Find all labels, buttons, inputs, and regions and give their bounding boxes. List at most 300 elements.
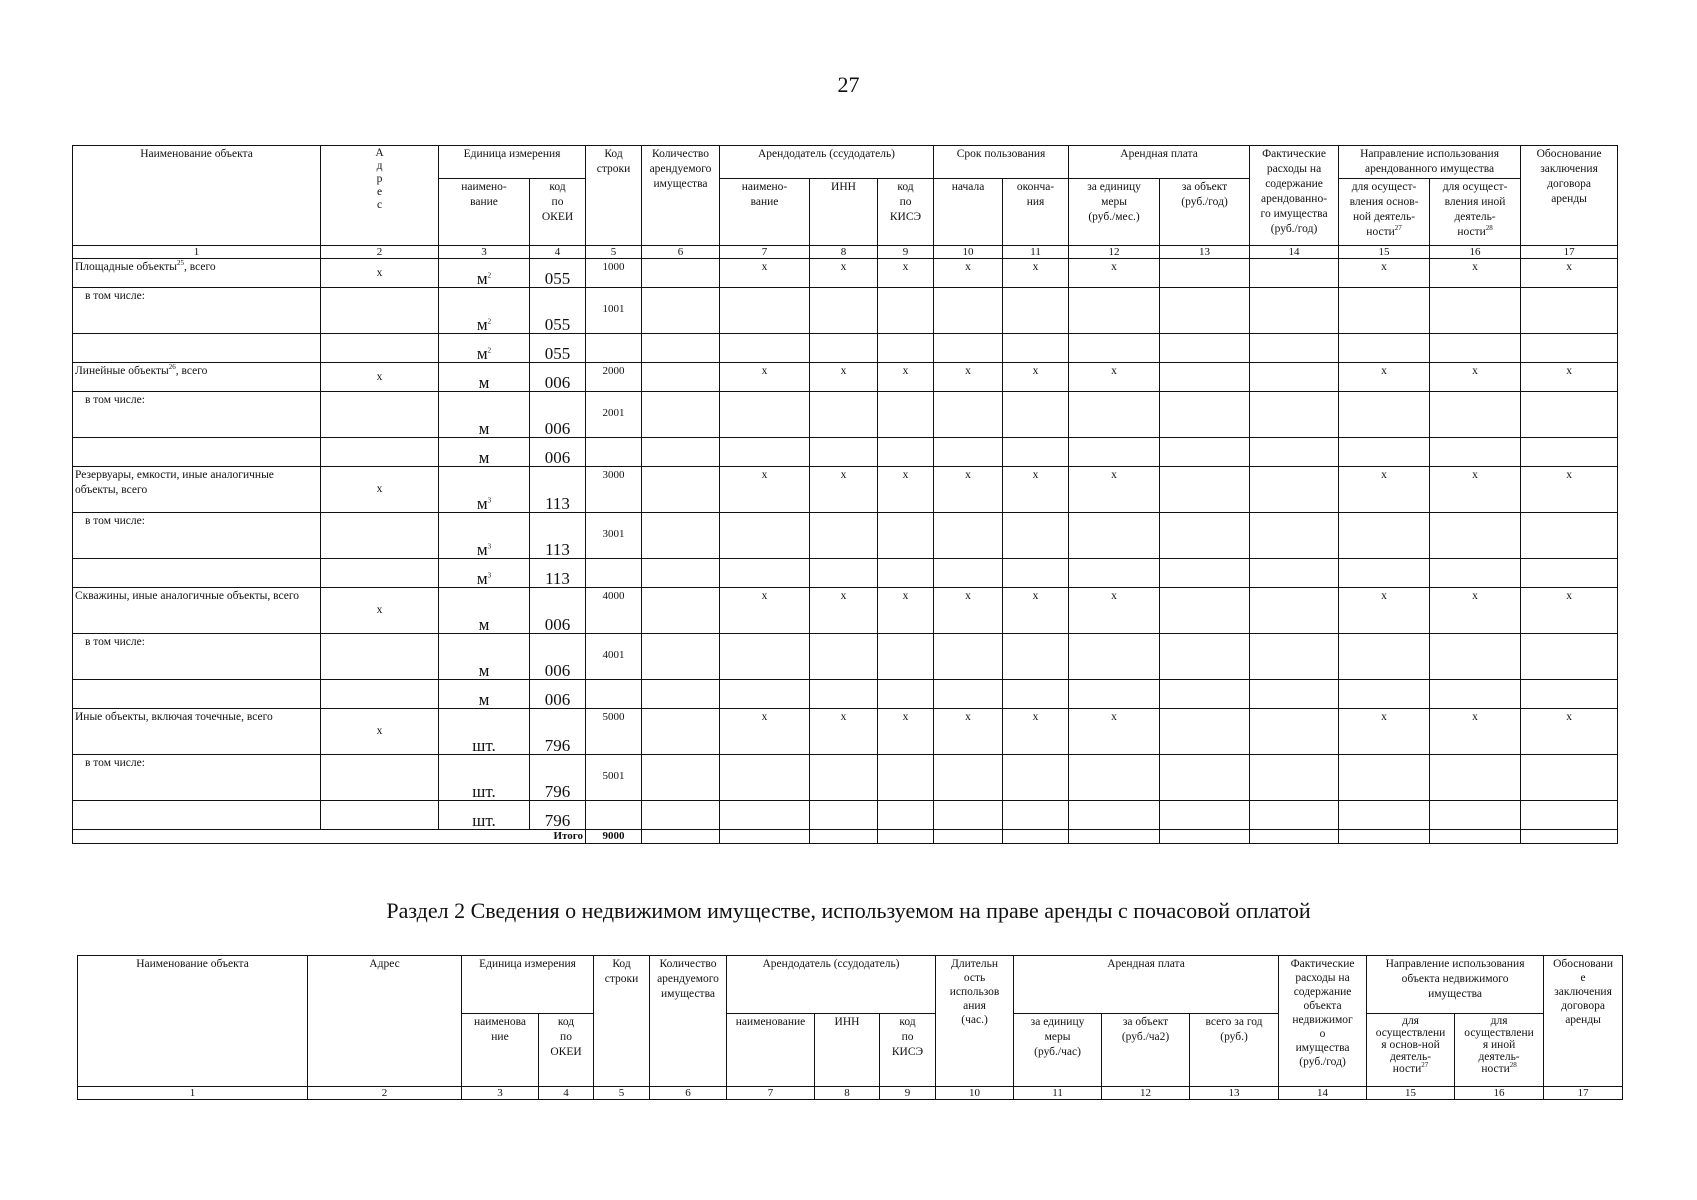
empty-cell — [810, 438, 878, 467]
column-number: 8 — [815, 1087, 880, 1100]
column-number: 3 — [462, 1087, 539, 1100]
x-mark: х — [720, 588, 810, 634]
empty-cell — [321, 634, 439, 680]
column-number: 10 — [936, 1087, 1014, 1100]
empty-cell — [934, 288, 1003, 334]
column-number: 14 — [1250, 246, 1339, 259]
empty-cell — [1521, 830, 1618, 844]
empty-cell — [586, 680, 642, 709]
header-basis: Обоснование заключения договора аренды — [1521, 146, 1618, 246]
empty-cell — [1250, 363, 1339, 392]
okei-cell: 796 — [530, 709, 586, 755]
okei-cell: 055 — [530, 259, 586, 288]
unit-cell — [439, 559, 530, 588]
empty-cell — [1250, 588, 1339, 634]
column-number: 11 — [1014, 1087, 1102, 1100]
empty-cell — [720, 513, 810, 559]
empty-cell — [1160, 830, 1250, 844]
column-number: 12 — [1102, 1087, 1190, 1100]
okei-cell: 796 — [530, 801, 586, 830]
address-cell — [321, 588, 439, 634]
header-quantity: Количество арендуемого имущества — [642, 146, 720, 246]
empty-cell — [1069, 392, 1160, 438]
empty-cell — [1160, 392, 1250, 438]
empty-cell — [1339, 288, 1430, 334]
x-mark: х — [1069, 363, 1160, 392]
empty-cell — [1339, 334, 1430, 363]
row-code-cell: 2001 — [586, 392, 642, 438]
unit-name: м — [478, 448, 490, 467]
empty-cell — [878, 392, 934, 438]
header-inn: ИНН — [810, 179, 878, 246]
header-row-code: Код строки — [586, 146, 642, 246]
empty-cell — [321, 680, 439, 709]
unit-power: 3 — [487, 496, 492, 505]
empty-cell — [1521, 438, 1618, 467]
header-expenses: Фактические расходы на содержание арендованно- го имущества (руб./год) — [1250, 146, 1339, 246]
object-name: Скважины, иные аналогичные объекты, всего — [75, 590, 300, 602]
header-rent-per-object: за объект (руб./год) — [1160, 179, 1250, 246]
empty-cell — [642, 392, 720, 438]
column-number: 1 — [73, 246, 321, 259]
empty-cell — [1250, 755, 1339, 801]
empty-cell — [1430, 680, 1521, 709]
x-mark: х — [720, 467, 810, 513]
unit-name: м — [476, 494, 488, 513]
empty-cell — [810, 392, 878, 438]
empty-cell — [642, 755, 720, 801]
column-number: 12 — [1069, 246, 1160, 259]
empty-cell — [810, 559, 878, 588]
x-mark: х — [934, 467, 1003, 513]
empty-cell — [1069, 559, 1160, 588]
empty-cell — [586, 801, 642, 830]
object-name: Площадные объекты — [75, 261, 178, 273]
x-mark: х — [1430, 467, 1521, 513]
empty-cell — [720, 438, 810, 467]
x-mark: х — [878, 259, 934, 288]
x-mark: х — [878, 467, 934, 513]
empty-cell — [1521, 288, 1618, 334]
column-number: 3 — [439, 246, 530, 259]
empty-cell — [1069, 755, 1160, 801]
column-number: 5 — [586, 246, 642, 259]
empty-cell — [878, 334, 934, 363]
blank-row — [73, 559, 1618, 588]
column-number: 8 — [810, 246, 878, 259]
unit-name: м — [478, 661, 490, 680]
section2-title: Раздел 2 Сведения о недвижимом имуществе, используемом на праве аренды с почасовой оплатой — [386, 898, 1311, 923]
okei-cell: 006 — [530, 680, 586, 709]
object-name: Линейные объекты — [75, 365, 169, 377]
okei-cell: 055 — [530, 288, 586, 334]
x-mark: х — [878, 709, 934, 755]
empty-cell — [586, 559, 642, 588]
empty-cell — [810, 334, 878, 363]
subitem-row — [73, 513, 1618, 559]
address-cell — [321, 709, 439, 755]
empty-cell — [1069, 334, 1160, 363]
x-mark: х — [878, 363, 934, 392]
empty-cell — [1521, 513, 1618, 559]
okei-cell: 113 — [530, 559, 586, 588]
empty-cell — [720, 288, 810, 334]
empty-cell — [1339, 755, 1430, 801]
empty-cell — [642, 559, 720, 588]
empty-cell — [1250, 559, 1339, 588]
unit-cell — [439, 709, 530, 755]
empty-cell — [1003, 513, 1069, 559]
unit-cell — [439, 334, 530, 363]
empty-cell — [1250, 680, 1339, 709]
empty-cell — [1003, 559, 1069, 588]
empty-cell — [878, 755, 934, 801]
rental-table-section2 — [77, 955, 1623, 1100]
empty-cell — [1521, 634, 1618, 680]
unit-name: м — [476, 269, 488, 288]
empty-cell — [810, 634, 878, 680]
okei-cell: 055 — [530, 334, 586, 363]
group-row — [73, 467, 1618, 513]
okei-cell: 006 — [530, 588, 586, 634]
empty-cell — [642, 259, 720, 288]
empty-cell — [810, 755, 878, 801]
empty-cell — [1250, 392, 1339, 438]
x-mark: х — [1003, 467, 1069, 513]
x-mark: х — [1521, 363, 1618, 392]
object-name-tail: , всего — [184, 261, 216, 273]
row-code-cell: 5001 — [586, 755, 642, 801]
empty-cell — [934, 634, 1003, 680]
empty-cell — [1339, 680, 1430, 709]
header-direction-main: для осущест- вления основ- ной деятель- ности$^{27}$ — [1339, 179, 1430, 246]
header-direction: Направление использования арендованного имущества — [1339, 146, 1521, 179]
x-mark: х — [1069, 259, 1160, 288]
column-number: 1 — [78, 1087, 308, 1100]
empty-cell — [810, 830, 878, 844]
unit-cell — [439, 634, 530, 680]
object-name: Резервуары, емкости, иные аналогичные объекты, всего — [75, 469, 274, 496]
empty-cell — [934, 513, 1003, 559]
row-code-cell: 1001 — [586, 288, 642, 334]
t2-header-expenses: Фактические расходы на содержание объекта недвижимог о имущества (руб./год) — [1279, 956, 1367, 1087]
t2-header-unit-name: наименова ние — [462, 1014, 539, 1087]
empty-cell — [642, 588, 720, 634]
empty-cell — [1160, 559, 1250, 588]
empty-cell — [1250, 467, 1339, 513]
blank-row — [73, 438, 1618, 467]
empty-cell — [1250, 801, 1339, 830]
unit-power: 2 — [487, 271, 492, 280]
x-mark: х — [376, 725, 383, 737]
x-mark: х — [810, 709, 878, 755]
empty-cell — [586, 438, 642, 467]
empty-cell — [1160, 709, 1250, 755]
empty-cell — [878, 634, 934, 680]
column-number: 7 — [727, 1087, 815, 1100]
row-code-cell: 5000 — [586, 709, 642, 755]
unit-name: м — [476, 344, 488, 363]
empty-cell — [73, 680, 321, 709]
empty-cell — [1069, 288, 1160, 334]
empty-cell — [1160, 513, 1250, 559]
column-numbers-row — [73, 246, 1618, 259]
t2-header-duration: Длительн ость использов ания (час.) — [936, 956, 1014, 1087]
header-lessor: Арендодатель (ссудодатель) — [720, 146, 934, 179]
row-code-cell: 3000 — [586, 467, 642, 513]
t2-header-basis: Обосновани е заключения договора аренды — [1544, 956, 1623, 1087]
t2-header-rent-per-object: за объект (руб./ча2) — [1102, 1014, 1190, 1087]
unit-cell — [439, 680, 530, 709]
unit-cell — [439, 363, 530, 392]
column-number: 2 — [308, 1087, 462, 1100]
okei-cell: 006 — [530, 392, 586, 438]
header-end: оконча- ния — [1003, 179, 1069, 246]
empty-cell — [642, 709, 720, 755]
empty-cell — [1339, 438, 1430, 467]
object-name: Иные объекты, включая точечные, всего — [75, 711, 273, 723]
empty-cell — [1339, 392, 1430, 438]
column-number: 16 — [1430, 246, 1521, 259]
empty-cell — [73, 438, 321, 467]
empty-cell — [720, 559, 810, 588]
empty-cell — [720, 755, 810, 801]
empty-cell — [1521, 801, 1618, 830]
rental-table-section1 — [72, 145, 1618, 844]
header-unit-name: наимено- вание — [439, 179, 530, 246]
x-mark: х — [376, 266, 383, 279]
empty-cell — [934, 830, 1003, 844]
empty-cell — [1250, 634, 1339, 680]
x-mark: х — [1069, 709, 1160, 755]
x-mark: х — [1003, 363, 1069, 392]
t2-header-lessor: Арендодатель (ссудодатель) — [727, 956, 936, 1014]
blank-row — [73, 680, 1618, 709]
empty-cell — [810, 680, 878, 709]
unit-cell — [439, 588, 530, 634]
empty-cell — [1250, 513, 1339, 559]
x-mark: х — [1521, 259, 1618, 288]
empty-cell — [878, 830, 934, 844]
empty-cell — [720, 392, 810, 438]
unit-cell — [439, 438, 530, 467]
empty-cell — [878, 288, 934, 334]
x-mark: х — [376, 483, 383, 495]
x-mark: х — [810, 588, 878, 634]
empty-cell — [642, 634, 720, 680]
empty-cell — [934, 438, 1003, 467]
t2-header-rent: Арендная плата — [1014, 956, 1279, 1014]
address-cell — [321, 363, 439, 392]
t2-header-direction: Направление использования объекта недвижимого имущества — [1367, 956, 1544, 1014]
column-number: 16 — [1455, 1087, 1544, 1100]
x-mark: х — [1521, 709, 1618, 755]
okei-cell: 006 — [530, 438, 586, 467]
column-number: 11 — [1003, 246, 1069, 259]
x-mark: х — [376, 370, 383, 383]
unit-name: м — [476, 315, 488, 334]
empty-cell — [934, 680, 1003, 709]
unit-cell — [439, 755, 530, 801]
footnote-ref: 26 — [168, 363, 176, 372]
empty-cell — [321, 392, 439, 438]
empty-cell — [720, 334, 810, 363]
x-mark: х — [1003, 259, 1069, 288]
empty-cell — [1250, 334, 1339, 363]
header-kise: код по КИСЭ — [878, 179, 934, 246]
empty-cell — [1160, 467, 1250, 513]
x-mark: х — [934, 588, 1003, 634]
empty-cell — [1160, 334, 1250, 363]
including-label: в том числе: — [73, 755, 321, 801]
empty-cell — [642, 830, 720, 844]
including-label: в том числе: — [73, 392, 321, 438]
row-code-cell: 4001 — [586, 634, 642, 680]
t2-header-rent-per-year: всего за год (руб.) — [1190, 1014, 1279, 1087]
unit-power: 3 — [487, 571, 492, 580]
x-mark: х — [720, 709, 810, 755]
empty-cell — [642, 801, 720, 830]
empty-cell — [321, 334, 439, 363]
empty-cell — [1430, 334, 1521, 363]
empty-cell — [1069, 513, 1160, 559]
empty-cell — [586, 334, 642, 363]
including-label: в том числе: — [73, 288, 321, 334]
unit-name: шт. — [472, 811, 496, 830]
column-number: 14 — [1279, 1087, 1367, 1100]
empty-cell — [1160, 259, 1250, 288]
empty-cell — [321, 513, 439, 559]
header-rent: Арендная плата — [1069, 146, 1250, 179]
x-mark: х — [1069, 588, 1160, 634]
x-mark: х — [810, 259, 878, 288]
unit-cell — [439, 801, 530, 830]
page-number: 27 — [837, 72, 860, 97]
object-name-cell — [73, 363, 321, 392]
okei-cell: 006 — [530, 363, 586, 392]
empty-cell — [934, 801, 1003, 830]
empty-cell — [1521, 334, 1618, 363]
empty-cell — [878, 559, 934, 588]
empty-cell — [1160, 363, 1250, 392]
column-number: 17 — [1544, 1087, 1623, 1100]
column-number: 15 — [1367, 1087, 1455, 1100]
unit-cell — [439, 259, 530, 288]
blank-row — [73, 334, 1618, 363]
empty-cell — [1250, 830, 1339, 844]
header-object-name: Наименование объекта — [73, 146, 321, 246]
empty-cell — [720, 801, 810, 830]
group-row — [73, 363, 1618, 392]
column-number: 5 — [594, 1087, 650, 1100]
okei-cell: 006 — [530, 634, 586, 680]
empty-cell — [1521, 559, 1618, 588]
x-mark: х — [1521, 467, 1618, 513]
blank-row — [73, 801, 1618, 830]
column-number: 4 — [539, 1087, 594, 1100]
t2-header-direction-main: для осуществлени я основ-ной деятель- ности$^{27}$ — [1367, 1014, 1455, 1087]
empty-cell — [1069, 634, 1160, 680]
column-number: 13 — [1190, 1087, 1279, 1100]
total-label: Итого — [73, 830, 586, 844]
t2-header-lessor-name: наименование — [727, 1014, 815, 1087]
empty-cell — [1069, 801, 1160, 830]
empty-cell — [1069, 438, 1160, 467]
subitem-row — [73, 634, 1618, 680]
unit-name: м — [478, 690, 490, 709]
column-number: 9 — [880, 1087, 936, 1100]
empty-cell — [1339, 634, 1430, 680]
address-cell — [321, 259, 439, 288]
empty-cell — [1430, 513, 1521, 559]
column-number: 10 — [934, 246, 1003, 259]
x-mark: х — [1430, 709, 1521, 755]
total-code: 9000 — [586, 830, 642, 844]
column-number: 4 — [530, 246, 586, 259]
unit-cell — [439, 392, 530, 438]
empty-cell — [878, 801, 934, 830]
empty-cell — [1339, 801, 1430, 830]
row-code-cell: 1000 — [586, 259, 642, 288]
column-number: 9 — [878, 246, 934, 259]
empty-cell — [1250, 288, 1339, 334]
unit-cell — [439, 288, 530, 334]
empty-cell — [934, 392, 1003, 438]
column-number: 13 — [1160, 246, 1250, 259]
unit-power: 2 — [487, 346, 492, 355]
unit-name: м — [478, 373, 490, 392]
column-number: 6 — [650, 1087, 727, 1100]
x-mark: х — [934, 363, 1003, 392]
unit-cell — [439, 467, 530, 513]
empty-cell — [878, 513, 934, 559]
empty-cell — [642, 334, 720, 363]
empty-cell — [321, 438, 439, 467]
header-start: начала — [934, 179, 1003, 246]
unit-name: м — [478, 419, 490, 438]
x-mark: х — [934, 259, 1003, 288]
empty-cell — [1160, 288, 1250, 334]
unit-name: м — [476, 540, 488, 559]
empty-cell — [1521, 755, 1618, 801]
x-mark: х — [720, 259, 810, 288]
x-mark: х — [934, 709, 1003, 755]
empty-cell — [642, 513, 720, 559]
x-mark: х — [810, 467, 878, 513]
empty-cell — [321, 755, 439, 801]
empty-cell — [1160, 634, 1250, 680]
empty-cell — [878, 680, 934, 709]
header-lessor-name: наимено- вание — [720, 179, 810, 246]
empty-cell — [1160, 680, 1250, 709]
empty-cell — [1160, 755, 1250, 801]
group-row — [73, 259, 1618, 288]
column-number: 2 — [321, 246, 439, 259]
empty-cell — [73, 334, 321, 363]
empty-cell — [1339, 513, 1430, 559]
header-direction-other: для осущест- вления иной деятель- ности$^{28}$ — [1430, 179, 1521, 246]
empty-cell — [1069, 830, 1160, 844]
x-mark: х — [1521, 588, 1618, 634]
empty-cell — [1430, 438, 1521, 467]
empty-cell — [73, 801, 321, 830]
group-row — [73, 709, 1618, 755]
header-term: Срок пользования — [934, 146, 1069, 179]
empty-cell — [642, 288, 720, 334]
header-unit: Единица измерения — [439, 146, 586, 179]
empty-cell — [321, 559, 439, 588]
empty-cell — [321, 288, 439, 334]
